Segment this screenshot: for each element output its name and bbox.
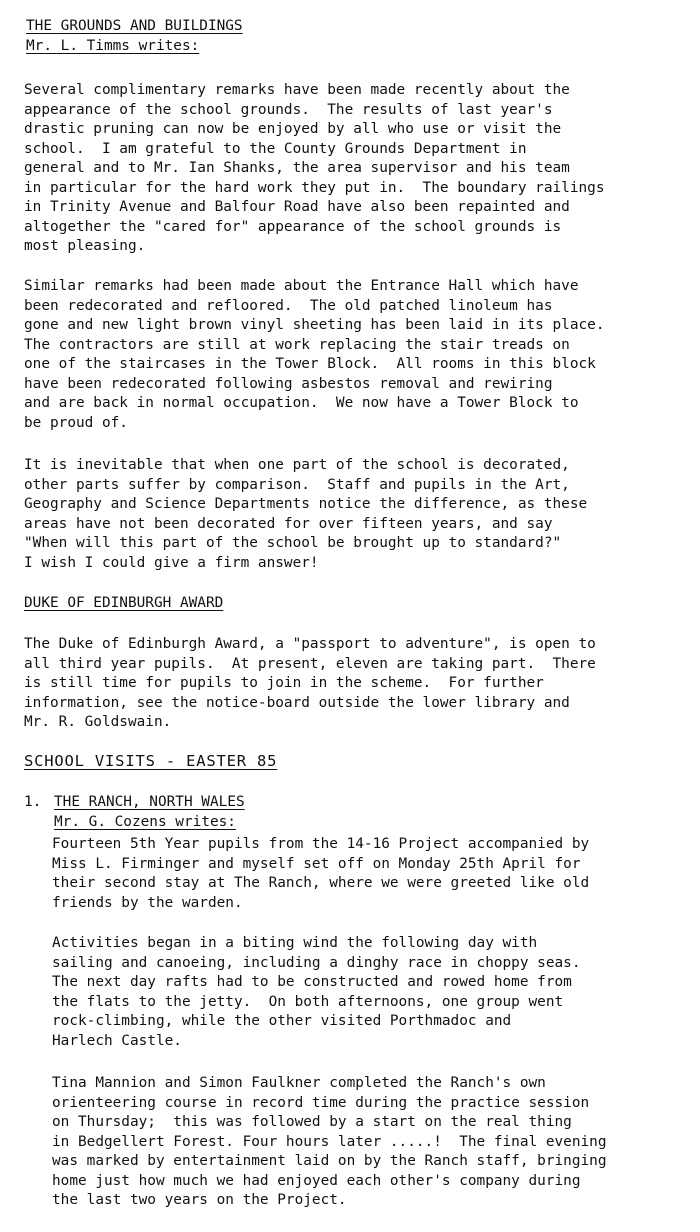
section-byline: Mr. L. Timms writes: — [26, 38, 200, 54]
text-line: Geography and Science Departments notice the difference, as these — [24, 496, 588, 512]
text-line: Several complimentary remarks have been made recently about the — [24, 82, 570, 98]
text-line: school. I am grateful to the County Grounds Department in — [24, 140, 527, 157]
text-line: Mr. R. Goldswain. — [24, 714, 172, 730]
text-line: It is inevitable that when one part of the school is decorated, — [24, 457, 570, 473]
text-line: other parts suffer by comparison. Staff and pupils in the Art, — [24, 476, 570, 493]
text-line: orienteering course in record time during the practice session — [52, 1094, 590, 1111]
text-line: on Thursday; this was followed by a start on the real thing — [52, 1114, 572, 1130]
text-line: gone and new light brown vinyl sheeting has been laid in its place. — [24, 317, 605, 333]
text-line: their second stay at The Ranch, where we were greeted like old — [52, 875, 590, 891]
section-heading: THE GROUNDS AND BUILDINGS — [26, 18, 243, 34]
text-line: been redecorated and refloored. The old patched linoleum has — [24, 297, 553, 314]
text-line: is still time for pupils to join in the scheme. For further — [24, 675, 544, 691]
text-line: in particular for the hard work they put in. The boundary railings — [24, 179, 605, 196]
text-line: be proud of. — [24, 414, 128, 431]
item-heading: THE RANCH, NORTH WALES — [54, 794, 245, 810]
text-line: sailing and canoeing, including a dinghy race in choppy seas. — [52, 954, 581, 971]
text-line: friends by the warden. — [52, 894, 243, 911]
text-line: drastic pruning can now be enjoyed by all who use or visit the — [24, 121, 562, 137]
text-line: appearance of the school grounds. The results of last year's — [24, 101, 553, 118]
text-line: rock-climbing, while the other visited Porthmadoc and — [52, 1013, 512, 1029]
text-line: general and to Mr. Ian Shanks, the area supervisor and his team — [24, 160, 570, 176]
text-line: I wish I could give a firm answer! — [24, 554, 319, 571]
section-heading: DUKE OF EDINBURGH AWARD — [24, 595, 224, 611]
text-line: all third year pupils. At present, eleven are taking part. There — [24, 655, 596, 672]
text-line: was marked by entertainment laid on by the Ranch staff, bringing — [52, 1153, 607, 1169]
section-heading: SCHOOL VISITS - EASTER 85 — [24, 752, 278, 770]
text-line: have been redecorated following asbestos removal and rewiring — [24, 375, 553, 392]
text-line: The next day rafts had to be constructed and rowed home from — [52, 974, 572, 990]
text-line: Tina Mannion and Simon Faulkner completed the Ranch's own — [52, 1075, 546, 1091]
text-line: Fourteen 5th Year pupils from the 14-16 Project accompanied by — [52, 836, 590, 852]
text-line: information, see the notice-board outside the lower library and — [24, 694, 570, 711]
text-line: the last two years on the Project. — [52, 1192, 347, 1208]
text-line: home just how much we had enjoyed each other's company during — [52, 1172, 581, 1189]
item-number: 1. — [24, 794, 42, 810]
text-line: in Trinity Avenue and Balfour Road have also been repainted and — [24, 199, 570, 215]
text-line: Activities began in a biting wind the following day with — [52, 935, 538, 951]
text-line: Harlech Castle. — [52, 1032, 182, 1049]
text-line: the flats to the jetty. On both afternoons, one group went — [52, 993, 564, 1010]
text-line: The Duke of Edinburgh Award, a "passport to adventure", is open to — [24, 636, 596, 652]
text-line: Miss L. Firminger and myself set off on Monday 25th April for — [52, 855, 581, 872]
text-line: most pleasing. — [24, 238, 146, 254]
section-byline: Mr. G. Cozens writes: — [54, 814, 236, 830]
text-line: Similar remarks had been made about the Entrance Hall which have — [24, 278, 579, 294]
text-line: areas have not been decorated for over fifteen years, and say — [24, 515, 553, 532]
text-line: one of the staircases in the Tower Block. All rooms in this block — [24, 356, 596, 372]
text-line: altogether the "cared for" appearance of the school grounds is — [24, 218, 562, 235]
text-line: The contractors are still at work replacing the stair treads on — [24, 336, 570, 353]
text-line: and are back in normal occupation. We now have a Tower Block to — [24, 395, 579, 411]
text-line: "When will this part of the school be brought up to standard?" — [24, 535, 562, 551]
text-line: in Bedgellert Forest. Four hours later .....! The final evening — [52, 1133, 607, 1150]
